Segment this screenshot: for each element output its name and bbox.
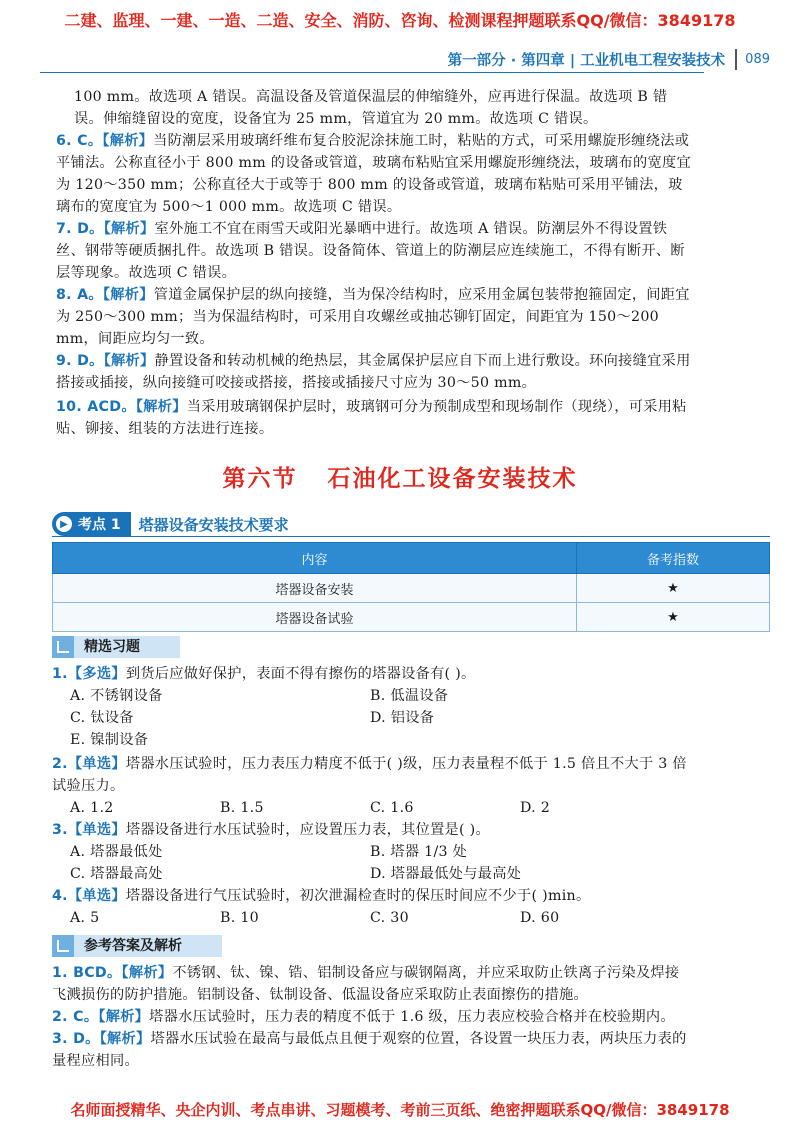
question-type: 【单选】 bbox=[67, 756, 126, 772]
requirements-table bbox=[52, 542, 770, 632]
solution-text: 100 mm。故选项 A 错误。高温设备及管道保温层的伸缩缝外，应再进行保温。故选项 B 错误。伸缩缝留设的宽度，设备宜为 25 mm，管道宜为 20 mm。故选项 C 错误。 bbox=[74, 89, 668, 127]
answer-item bbox=[52, 962, 692, 1006]
answers-label: 参考答案及解析 bbox=[74, 935, 222, 957]
question-type: 【多选】 bbox=[67, 666, 126, 682]
table-header-row bbox=[53, 543, 770, 574]
answer-text: 不锈钢、钛、镍、锆、铝制设备应与碳钢隔离，并应采取防止铁离子污染及焊接飞溅损伤的防护措施。铝制设备、钛制设备、低温设备应采取防止表面擦伤的措施。 bbox=[52, 965, 680, 1003]
solution-item bbox=[56, 130, 696, 218]
question-stem: 到货后应做好保护，表面不得有擦伤的塔器设备有( )。 bbox=[125, 666, 476, 682]
table-row bbox=[53, 603, 770, 632]
option: A. 塔器最低处 bbox=[70, 844, 163, 860]
option: D. 塔器最低处与最高处 bbox=[370, 866, 522, 882]
play-icon: ▶ bbox=[56, 516, 72, 532]
option: B. 10 bbox=[220, 910, 259, 926]
question-item bbox=[52, 663, 692, 751]
solution-item bbox=[56, 350, 696, 394]
question-stem: 塔器水压试验时，压力表压力精度不低于( )级，压力表量程不低于 1.5 倍且不大于 3 倍试验压力。 bbox=[52, 756, 687, 794]
solution-text: 管道金属保护层的纵向接缝，当为保冷结构时，应采用金属包装带抱箍固定，间距宜为 250～300 mm；当为保温结构时，可采用自攻螺丝或抽芯铆钉固定，间距宜为 150～200 mm，间距应均匀一致。 bbox=[56, 287, 690, 347]
question-type: 【单选】 bbox=[67, 888, 126, 904]
option: C. 1.6 bbox=[370, 800, 414, 816]
top-banner: 二建、监理、一建、一造、二造、安全、消防、咨询、检测课程押题联系QQ/微信：3849178 bbox=[64, 11, 736, 30]
table-row bbox=[53, 574, 770, 603]
question-item bbox=[52, 753, 692, 819]
solution-text: 当防潮层采用玻璃纤维布复合胶泥涂抹施工时，粘贴的方式，可采用螺旋形缠绕法或平铺法。公称直径小于 800 mm 的设备或管道，玻璃布粘贴宜采用螺旋形缠绕法，玻璃布的宽度宜为 120～350 mm；公称直径大于或等于 800 mm 的设备或管道，玻璃布粘贴可采用平铺法，玻璃布的宽度宜为 500～1 000 mm。故选项 C 错误。 bbox=[56, 133, 691, 215]
option: C. 钛设备 bbox=[70, 710, 134, 726]
corner-arrow-icon bbox=[52, 636, 74, 658]
analysis-tag: 【解析】 bbox=[135, 399, 187, 415]
analysis-tag: 【解析】 bbox=[98, 1009, 150, 1025]
table-cell-index: ★ bbox=[577, 603, 770, 632]
key-point-label: 考点 1 bbox=[78, 517, 121, 533]
table-header: 内容 bbox=[53, 543, 577, 574]
section-title bbox=[0, 460, 800, 493]
key-point-rule bbox=[52, 536, 770, 537]
question-item bbox=[52, 885, 692, 929]
section-name: 石油化工设备安装技术 bbox=[327, 466, 578, 492]
analysis-tag: 【解析】 bbox=[102, 287, 154, 303]
answer-number: 1. BCD。 bbox=[52, 965, 122, 981]
analysis-tag: 【解析】 bbox=[103, 221, 155, 237]
question-type: 【单选】 bbox=[67, 822, 126, 838]
corner-arrow-icon bbox=[52, 935, 74, 957]
option: C. 塔器最高处 bbox=[70, 866, 163, 882]
solution-number: 6. C。 bbox=[56, 133, 103, 149]
answer-item bbox=[52, 1006, 692, 1028]
option: A. 5 bbox=[70, 910, 100, 926]
option: B. 塔器 1/3 处 bbox=[370, 844, 468, 860]
header-rule bbox=[40, 72, 704, 73]
question-number: 1. bbox=[52, 666, 68, 682]
solution-text: 当采用玻璃钢保护层时，玻璃钢可分为预制成型和现场制作（现绕），可采用粘贴、铆接、组装的方法进行连接。 bbox=[56, 399, 687, 437]
option: A. 1.2 bbox=[70, 800, 114, 816]
question-stem: 塔器设备进行气压试验时，初次泄漏检查时的保压时间应不少于( )min。 bbox=[125, 888, 591, 904]
option: D. 铝设备 bbox=[370, 710, 435, 726]
solution-item bbox=[56, 396, 696, 440]
exercises-label: 精选习题 bbox=[74, 636, 180, 658]
table-cell-index: ★ bbox=[577, 574, 770, 603]
exercises-bar bbox=[52, 636, 180, 658]
analysis-tag: 【解析】 bbox=[99, 1031, 151, 1047]
chapter-title: 第一部分 · 第四章 | 工业机电工程安装技术 bbox=[448, 49, 738, 70]
analysis-tag: 【解析】 bbox=[102, 133, 154, 149]
section-number: 第六节 bbox=[222, 466, 298, 492]
answer-number: 2. C。 bbox=[52, 1009, 99, 1025]
analysis-tag: 【解析】 bbox=[103, 353, 155, 369]
option: B. 低温设备 bbox=[370, 688, 449, 704]
option: E. 镍制设备 bbox=[70, 732, 149, 748]
solution-item bbox=[56, 284, 696, 350]
question-number: 4. bbox=[52, 888, 68, 904]
question-number: 3. bbox=[52, 822, 68, 838]
running-head bbox=[448, 47, 770, 71]
question-stem: 塔器设备进行水压试验时，应设置压力表，其位置是( )。 bbox=[125, 822, 491, 838]
option: A. 不锈钢设备 bbox=[70, 688, 163, 704]
solution-number: 7. D。 bbox=[56, 221, 104, 237]
option: D. 60 bbox=[520, 910, 560, 926]
option: D. 2 bbox=[520, 800, 551, 816]
table-header: 备考指数 bbox=[577, 543, 770, 574]
answer-text: 塔器水压试验时，压力表的精度不低于 1.6 级，压力表应校验合格并在校验期内。 bbox=[149, 1009, 675, 1025]
answer-text: 塔器水压试验在最高与最低点且便于观察的位置，各设置一块压力表，两块压力表的量程应相同。 bbox=[52, 1031, 687, 1069]
table-cell-content: 塔器设备安装 bbox=[53, 574, 577, 603]
analysis-tag: 【解析】 bbox=[121, 965, 173, 981]
solution-continued bbox=[56, 86, 696, 130]
solution-number: 8. A。 bbox=[56, 287, 103, 303]
question-item bbox=[52, 819, 692, 885]
answer-number: 3. D。 bbox=[52, 1031, 100, 1047]
key-point-header bbox=[52, 512, 289, 536]
solution-item bbox=[56, 218, 696, 284]
solution-text: 静置设备和转动机械的绝热层，其金属保护层应自下而上进行敷设。环向接缝宜采用搭接或插接，纵向接缝可咬接或搭接，搭接或插接尺寸应为 30～50 mm。 bbox=[56, 353, 691, 391]
question-number: 2. bbox=[52, 756, 68, 772]
option: C. 30 bbox=[370, 910, 409, 926]
table-cell-content: 塔器设备试验 bbox=[53, 603, 577, 632]
solution-text: 室外施工不宜在雨雪天或阳光暴晒中进行。故选项 A 错误。防潮层外不得设置铁丝、钢带等硬质捆扎件。故选项 B 错误。设备简体、管道上的防潮层应连续施工，不得有断开、断层等现象。故选项 C 错误。 bbox=[56, 221, 685, 281]
key-point-badge bbox=[52, 512, 131, 536]
answers-bar bbox=[52, 935, 222, 957]
solution-number: 9. D。 bbox=[56, 353, 104, 369]
option: B. 1.5 bbox=[220, 800, 264, 816]
bottom-banner: 名师面授精华、央企内训、考点串讲、习题模考、考前三页纸、绝密押题联系QQ/微信：3849178 bbox=[70, 1101, 730, 1119]
page-number: 089 bbox=[745, 51, 770, 67]
solution-number: 10. ACD。 bbox=[56, 399, 136, 415]
key-point-title: 塔器设备安装技术要求 bbox=[138, 515, 289, 534]
answer-item bbox=[52, 1028, 692, 1072]
